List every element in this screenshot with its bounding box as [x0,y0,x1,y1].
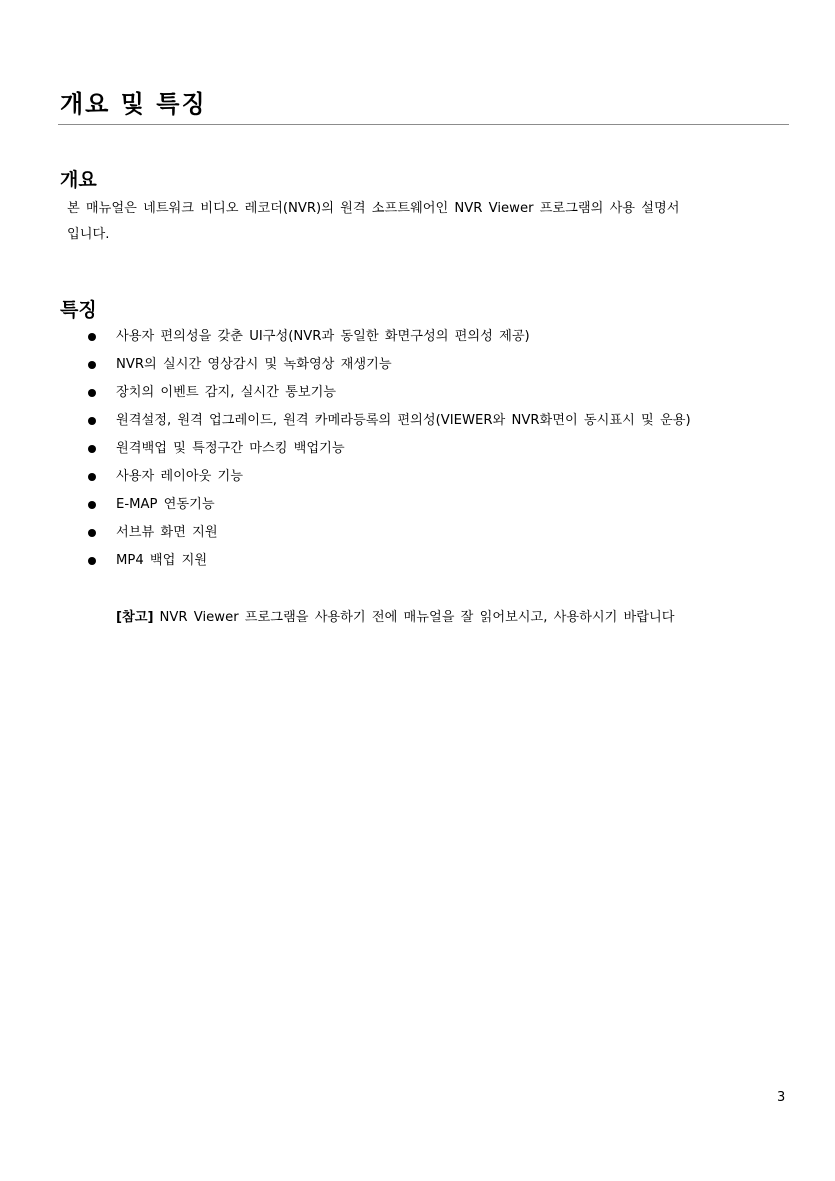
bullet-icon [88,361,96,369]
overview-line: 입니다. [67,227,110,242]
bullet-icon [88,389,96,397]
feature-text: 원격설정, 원격 업그레이드, 원격 카메라등록의 편의성(VIEWER와 NVR화면이 동시표시 및 운용) [116,413,691,428]
overview-heading: 개요 [60,169,97,191]
features-heading: 특징 [60,299,97,321]
feature-text: NVR의 실시간 영상감시 및 녹화영상 재생기능 [116,357,392,372]
overview-paragraph [67,196,747,248]
feature-text: 사용자 레이아웃 기능 [116,469,244,484]
title-divider [58,124,789,125]
feature-text: 사용자 편의성을 갖춘 UI구성(NVR과 동일한 화면구성의 편의성 제공) [116,329,530,344]
bullet-icon [88,501,96,509]
note-label: [참고] [116,610,154,625]
feature-text: MP4 백업 지원 [116,553,208,568]
feature-text: 원격백업 및 특정구간 마스킹 백업기능 [116,441,345,456]
reference-note [116,605,675,631]
overview-line: 본 매뉴얼은 네트워크 비디오 레코더(NVR)의 원격 소프트웨어인 NVR Viewer 프로그램의 사용 설명서 [67,201,680,216]
bullet-icon [88,557,96,565]
bullet-icon [88,417,96,425]
feature-text: 장치의 이벤트 감지, 실시간 통보기능 [116,385,337,400]
bullet-icon [88,473,96,481]
page-title: 개요 및 특징 [60,90,207,118]
page-number: 3 [777,1090,786,1105]
note-text: NVR Viewer 프로그램을 사용하기 전에 매뉴얼을 잘 읽어보시고, 사용하시기 바랍니다 [159,610,675,625]
bullet-icon [88,333,96,341]
feature-text: 서브뷰 화면 지원 [116,525,218,540]
feature-text: E-MAP 연동기능 [116,497,215,512]
bullet-icon [88,445,96,453]
bullet-icon [88,529,96,537]
